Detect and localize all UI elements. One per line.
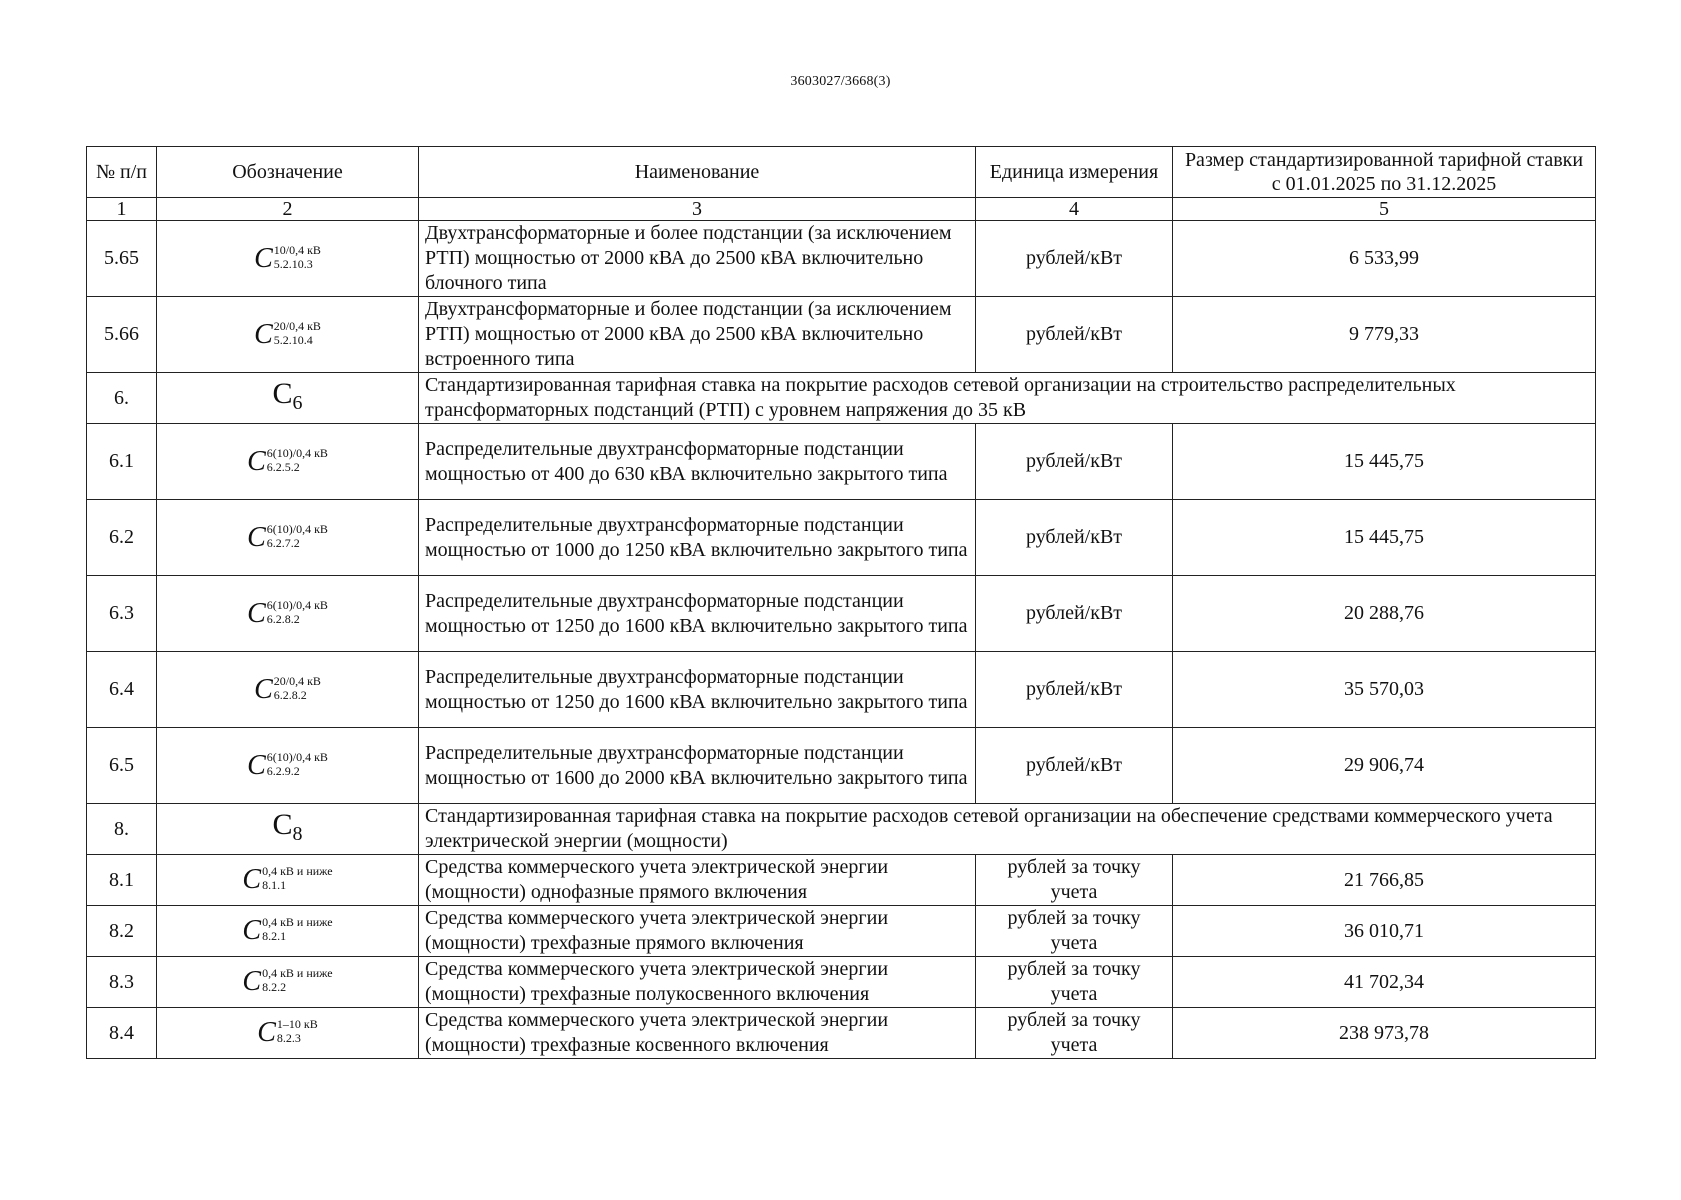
table-row (87, 957, 1596, 1008)
row-unit: рублей за точку учета (976, 1008, 1173, 1059)
section-symbol (157, 804, 419, 855)
row-name: Распределительные двухтрансформаторные подстанции мощностью от 400 до 630 кВА включительно закрытого типа (419, 424, 976, 500)
column-index-row (87, 198, 1596, 221)
row-name: Средства коммерческого учета электрической энергии (мощности) трехфазные косвенного включения (419, 1008, 976, 1059)
table-row (87, 652, 1596, 728)
code-voltage: 0,4 кВ и ниже (262, 966, 333, 980)
row-number: 6.3 (87, 576, 157, 652)
row-number: 6. (87, 373, 157, 424)
code-voltage: 6(10)/0,4 кВ (266, 521, 328, 536)
tariff-code: C 20/0,4 кВ 6.2.8.2 (157, 652, 419, 728)
code-voltage: 0,4 кВ и ниже (262, 915, 333, 929)
code-voltage: 6(10)/0,4 кВ (266, 445, 328, 460)
row-unit: рублей за точку учета (976, 906, 1173, 957)
row-number: 6.2 (87, 500, 157, 576)
row-unit: рублей/кВт (976, 221, 1173, 297)
section-title: Стандартизированная тарифная ставка на покрытие расходов сетевой организации на строительство распределительных трансформаторных подстанций (РТП) с уровнем напряжения до 35 кВ (419, 373, 1596, 424)
symbol-base: C (272, 376, 293, 410)
table-row (87, 221, 1596, 297)
code-voltage: 10/0,4 кВ (273, 242, 321, 257)
row-name: Средства коммерческого учета электрической энергии (мощности) трехфазные полукосвенного включения (419, 957, 976, 1008)
row-unit: рублей/кВт (976, 728, 1173, 804)
row-unit: рублей/кВт (976, 297, 1173, 373)
code-voltage: 20/0,4 кВ (273, 673, 321, 688)
code-index: 6.2.9.2 (266, 763, 300, 778)
column-index: 1 (87, 198, 157, 221)
tariff-code: C 6(10)/0,4 кВ 6.2.9.2 (157, 728, 419, 804)
column-index: 3 (419, 198, 976, 221)
row-rate: 9 779,33 (1173, 297, 1596, 373)
table-row (87, 576, 1596, 652)
document-number: 3603027/3668(3) (790, 74, 891, 89)
table-header-row (87, 147, 1596, 198)
tariff-code: C 10/0,4 кВ 5.2.10.3 (157, 221, 419, 297)
code-voltage: 0,4 кВ и ниже (262, 864, 333, 878)
column-header-designation: Обозначение (157, 147, 419, 198)
tariff-code: C 20/0,4 кВ 5.2.10.4 (157, 297, 419, 373)
table-row (87, 500, 1596, 576)
column-header-name: Наименование (419, 147, 976, 198)
row-name: Средства коммерческого учета электрической энергии (мощности) трехфазные прямого включения (419, 906, 976, 957)
row-number: 6.4 (87, 652, 157, 728)
row-rate: 15 445,75 (1173, 500, 1596, 576)
tariff-code: C 1–10 кВ 8.2.3 (157, 1008, 419, 1059)
table-row (87, 297, 1596, 373)
column-header-rate: Размер стандартизированной тарифной ставки с 01.01.2025 по 31.12.2025 (1173, 147, 1596, 198)
tariff-code: C 6(10)/0,4 кВ 6.2.7.2 (157, 500, 419, 576)
row-rate: 15 445,75 (1173, 424, 1596, 500)
code-index: 8.2.2 (262, 980, 287, 994)
row-number: 6.1 (87, 424, 157, 500)
row-rate: 238 973,78 (1173, 1008, 1596, 1059)
column-header-number: № п/п (87, 147, 157, 198)
section-symbol (157, 373, 419, 424)
row-name: Распределительные двухтрансформаторные подстанции мощностью от 1250 до 1600 кВА включительно закрытого типа (419, 652, 976, 728)
column-header-unit: Единица измерения (976, 147, 1173, 198)
code-voltage: 6(10)/0,4 кВ (266, 749, 328, 764)
code-index: 5.2.10.4 (273, 332, 313, 347)
code-index: 6.2.8.2 (273, 687, 307, 702)
code-index: 6.2.5.2 (266, 459, 300, 474)
tariff-code: C 0,4 кВ и ниже 8.2.1 (157, 906, 419, 957)
row-name: Распределительные двухтрансформаторные подстанции мощностью от 1250 до 1600 кВА включительно закрытого типа (419, 576, 976, 652)
row-name: Распределительные двухтрансформаторные подстанции мощностью от 1000 до 1250 кВА включительно закрытого типа (419, 500, 976, 576)
table-row (87, 424, 1596, 500)
row-unit: рублей за точку учета (976, 957, 1173, 1008)
symbol-base: C (272, 807, 293, 841)
row-number: 8.4 (87, 1008, 157, 1059)
table-row (87, 906, 1596, 957)
tariff-code: C 6(10)/0,4 кВ 6.2.8.2 (157, 576, 419, 652)
table-row (87, 1008, 1596, 1059)
tariff-table (86, 146, 1596, 1059)
row-number: 8.3 (87, 957, 157, 1008)
row-unit: рублей/кВт (976, 424, 1173, 500)
row-number: 8. (87, 804, 157, 855)
symbol-subscript: 6 (292, 391, 303, 414)
section-title: Стандартизированная тарифная ставка на покрытие расходов сетевой организации на обеспечение средствами коммерческого учета электрической энергии (мощности) (419, 804, 1596, 855)
row-name: Средства коммерческого учета электрической энергии (мощности) однофазные прямого включения (419, 855, 976, 906)
section-row (87, 373, 1596, 424)
row-name: Распределительные двухтрансформаторные подстанции мощностью от 1600 до 2000 кВА включительно закрытого типа (419, 728, 976, 804)
row-number: 8.1 (87, 855, 157, 906)
code-index: 5.2.10.3 (273, 256, 313, 271)
row-rate: 35 570,03 (1173, 652, 1596, 728)
row-rate: 21 766,85 (1173, 855, 1596, 906)
code-index: 6.2.7.2 (266, 535, 300, 550)
tariff-code: C 0,4 кВ и ниже 8.2.2 (157, 957, 419, 1008)
row-unit: рублей за точку учета (976, 855, 1173, 906)
row-name: Двухтрансформаторные и более подстанции (за исключением РТП) мощностью от 2000 кВА до 2500 кВА включительно встроенного типа (419, 297, 976, 373)
row-rate: 41 702,34 (1173, 957, 1596, 1008)
table-row (87, 855, 1596, 906)
code-voltage: 20/0,4 кВ (273, 318, 321, 333)
code-voltage: 6(10)/0,4 кВ (266, 597, 328, 612)
tariff-code: C 6(10)/0,4 кВ 6.2.5.2 (157, 424, 419, 500)
code-voltage: 1–10 кВ (276, 1017, 318, 1031)
code-index: 8.2.3 (276, 1031, 301, 1045)
symbol-subscript: 8 (292, 822, 303, 845)
column-index: 5 (1173, 198, 1596, 221)
column-index: 2 (157, 198, 419, 221)
row-number: 5.65 (87, 221, 157, 297)
row-number: 6.5 (87, 728, 157, 804)
row-rate: 36 010,71 (1173, 906, 1596, 957)
row-unit: рублей/кВт (976, 500, 1173, 576)
section-row (87, 804, 1596, 855)
table-row (87, 728, 1596, 804)
tariff-code: C 0,4 кВ и ниже 8.1.1 (157, 855, 419, 906)
column-index: 4 (976, 198, 1173, 221)
row-number: 8.2 (87, 906, 157, 957)
code-index: 6.2.8.2 (266, 611, 300, 626)
row-number: 5.66 (87, 297, 157, 373)
row-rate: 6 533,99 (1173, 221, 1596, 297)
row-rate: 20 288,76 (1173, 576, 1596, 652)
row-unit: рублей/кВт (976, 576, 1173, 652)
row-name: Двухтрансформаторные и более подстанции (за исключением РТП) мощностью от 2000 кВА до 2500 кВА включительно блочного типа (419, 221, 976, 297)
row-rate: 29 906,74 (1173, 728, 1596, 804)
code-index: 8.2.1 (262, 929, 287, 943)
row-unit: рублей/кВт (976, 652, 1173, 728)
code-index: 8.1.1 (262, 878, 287, 892)
